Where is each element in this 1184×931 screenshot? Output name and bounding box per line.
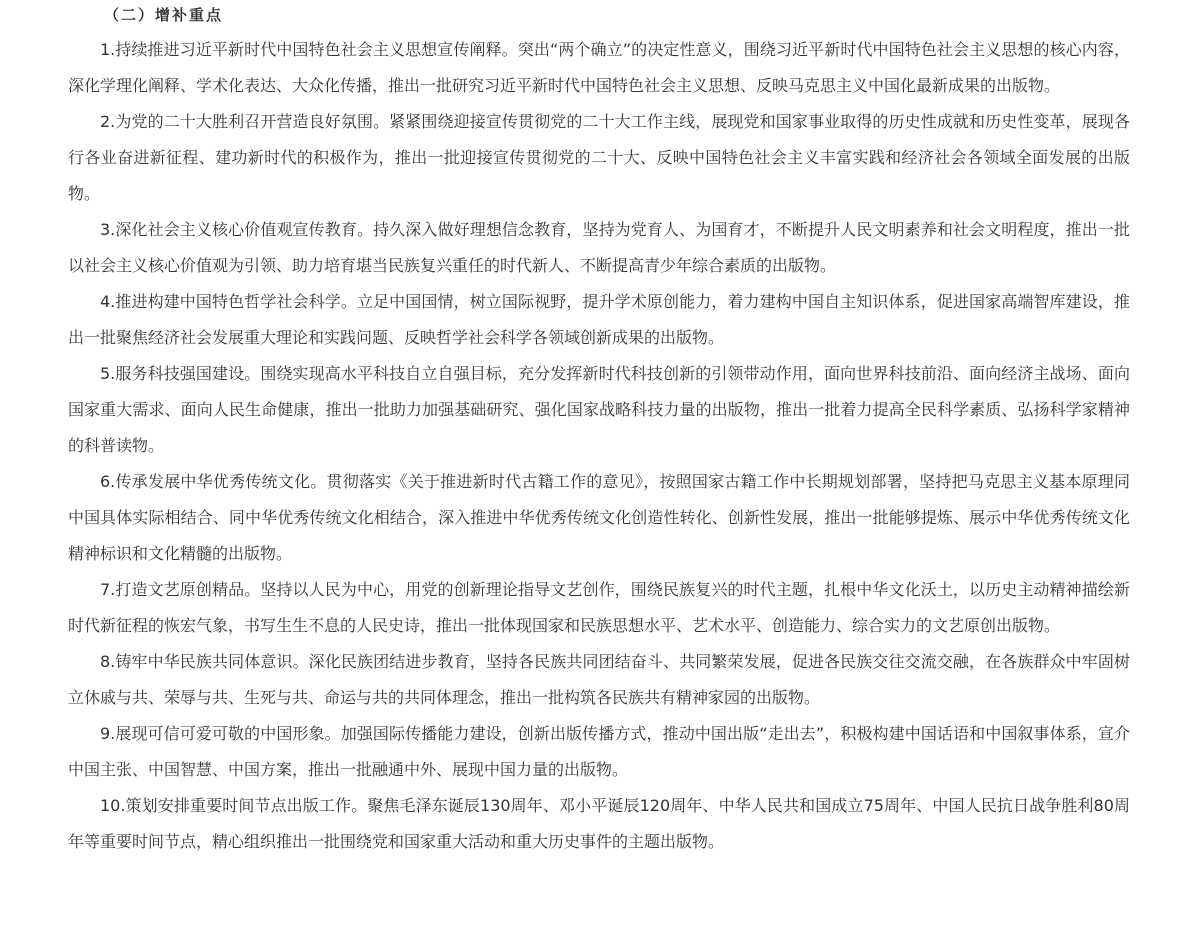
section-heading: （二）增补重点 bbox=[104, 6, 224, 24]
paragraph-4: 4.推进构建中国特色哲学社会科学。立足中国国情，树立国际视野，提升学术原创能力，着力建构中国自主知识体系，促进国家高端智库建设，推出一批聚焦经济社会发展重大理论和实践问题、反映哲学社会科学各领域创新成果的出版物。 bbox=[68, 292, 1130, 347]
paragraph-9: 9.展现可信可爱可敬的中国形象。加强国际传播能力建设，创新出版传播方式，推动中国出版“走出去”，积极构建中国话语和中国叙事体系，宣介中国主张、中国智慧、中国方案，推出一批融通中外、展现中国力量的出版物。 bbox=[68, 724, 1130, 779]
paragraph-8: 8.铸牢中华民族共同体意识。深化民族团结进步教育，坚持各民族共同团结奋斗、共同繁荣发展，促进各民族交往交流交融，在各族群众中牢固树立休戚与共、荣辱与共、生死与共、命运与共的共同体理念，推出一批构筑各民族共有精神家园的出版物。 bbox=[68, 652, 1130, 707]
paragraph-6: 6.传承发展中华优秀传统文化。贯彻落实《关于推进新时代古籍工作的意见》，按照国家古籍工作中长期规划部署，坚持把马克思主义基本原理同中国具体实际相结合、同中华优秀传统文化相结合，深入推进中华优秀传统文化创造性转化、创新性发展，推出一批能够提炼、展示中华优秀传统文化精神标识和文化精髓的出版物。 bbox=[68, 472, 1130, 563]
paragraph-7: 7.打造文艺原创精品。坚持以人民为中心，用党的创新理论指导文艺创作，围绕民族复兴的时代主题，扎根中华文化沃土，以历史主动精神描绘新时代新征程的恢宏气象，书写生生不息的人民史诗，推出一批体现国家和民族思想水平、艺术水平、创造能力、综合实力的文艺原创出版物。 bbox=[68, 580, 1130, 635]
paragraph-2: 2.为党的二十大胜利召开营造良好氛围。紧紧围绕迎接宣传贯彻党的二十大工作主线，展现党和国家事业取得的历史性成就和历史性变革，展现各行各业奋进新征程、建功新时代的积极作为，推出一批迎接宣传贯彻党的二十大、反映中国特色社会主义丰富实践和经济社会各领域全面发展的出版物。 bbox=[68, 112, 1130, 203]
paragraph-10: 10.策划安排重要时间节点出版工作。聚焦毛泽东诞辰130周年、邓小平诞辰120周年、中华人民共和国成立75周年、中国人民抗日战争胜利80周年等重要时间节点，精心组织推出一批围绕党和国家重大活动和重大历史事件的主题出版物。 bbox=[68, 796, 1130, 851]
paragraph-5: 5.服务科技强国建设。围绕实现高水平科技自立自强目标，充分发挥新时代科技创新的引领带动作用，面向世界科技前沿、面向经济主战场、面向国家重大需求、面向人民生命健康，推出一批助力加强基础研究、强化国家战略科技力量的出版物，推出一批着力提高全民科学素质、弘扬科学家精神的科普读物。 bbox=[68, 364, 1130, 455]
paragraph-3: 3.深化社会主义核心价值观宣传教育。持久深入做好理想信念教育，坚持为党育人、为国育才，不断提升人民文明素养和社会文明程度，推出一批以社会主义核心价值观为引领、助力培育堪当民族复兴重任的时代新人、不断提高青少年综合素质的出版物。 bbox=[68, 220, 1130, 275]
paragraph-1: 1.持续推进习近平新时代中国特色社会主义思想宣传阐释。突出“两个确立”的决定性意义，围绕习近平新时代中国特色社会主义思想的核心内容，深化学理化阐释、学术化表达、大众化传播，推出一批研究习近平新时代中国特色社会主义思想、反映马克思主义中国化最新成果的出版物。 bbox=[68, 40, 1130, 95]
